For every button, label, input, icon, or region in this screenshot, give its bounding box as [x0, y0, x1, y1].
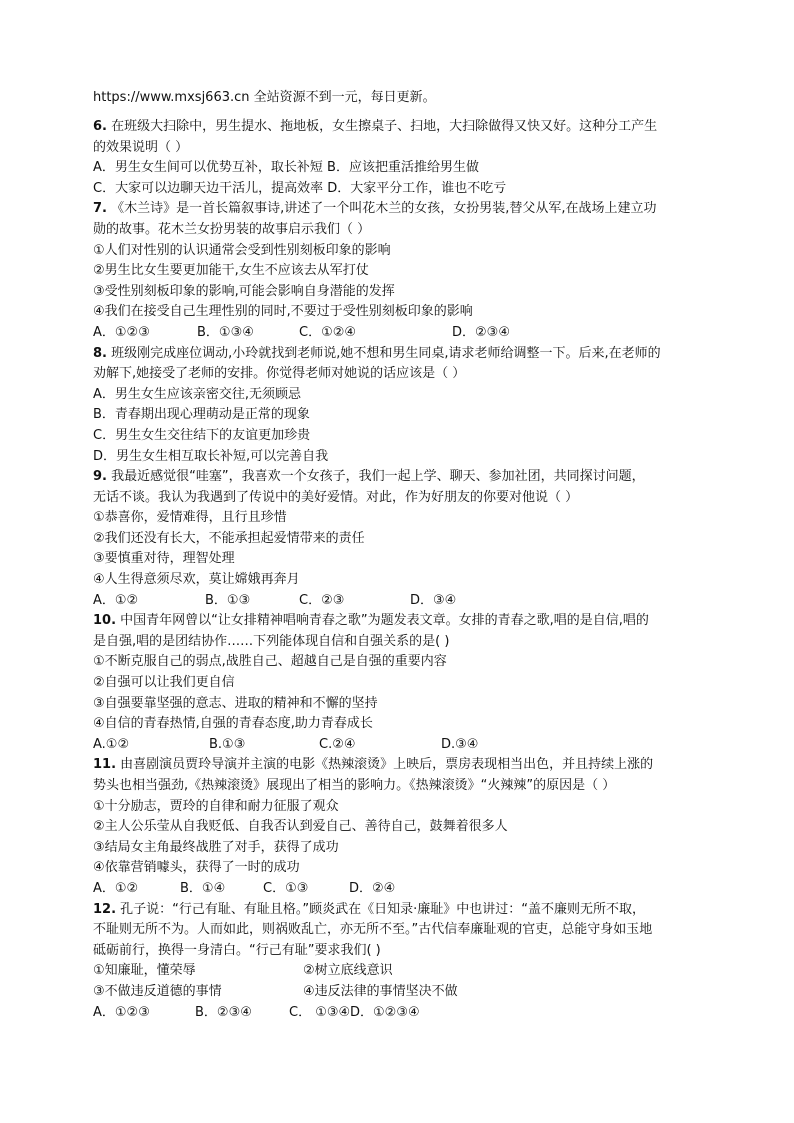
page-header: https://www.mxsj663.cn 全站资源不到一元，每日更新。	[93, 90, 436, 105]
question-stem-text: 势头也相当强劲,《热辣滚烫》展现出了相当的影响力。《热辣滚烫》“火辣辣”的原因是（ ）	[93, 778, 616, 793]
statement: ①知廉耻，懂荣辱	[93, 963, 196, 979]
answer-option: D.③④	[441, 736, 479, 752]
question-item: ②主人公乐莹从自我贬低、自我否认到爱自己、善待自己，鼓舞着很多人	[93, 819, 508, 835]
question-stem-line	[93, 488, 708, 509]
statement-row	[93, 982, 708, 1003]
question-item: ④人生得意须尽欢，莫让嫦娥再奔月	[93, 572, 300, 588]
question-item: D．男生女生相互取长补短,可以完善自我	[93, 448, 329, 464]
question-10	[93, 611, 708, 755]
answer-options	[93, 1003, 708, 1024]
answer-option: B．①③	[205, 592, 251, 608]
question-11	[93, 755, 708, 899]
answer-options	[93, 735, 708, 756]
question-item: ②我们还没有长大，不能承担起爱情带来的责任	[93, 530, 365, 546]
question-number: 10.	[93, 613, 117, 629]
question-item: A．男生女生间可以优势互补，取长补短 B．应该把重活推给男生做	[93, 160, 479, 176]
answer-option: D．③④	[410, 592, 457, 608]
question-stem-text: 《木兰诗》是一首长篇叙事诗,讲述了一个叫花木兰的女孩，女扮男装,替父从军,在战场上建立功	[106, 201, 657, 217]
question-item: ①不断克服自己的弱点,战胜自己、超越自己是自强的重要内容	[93, 654, 447, 670]
question-stem-line	[93, 900, 708, 921]
question-item: ②男生比女生要更加能干,女生不应该去从军打仗	[93, 263, 369, 279]
question-item: ③自强要靠坚强的意志、进取的精神和不懈的坚持	[93, 695, 378, 711]
question-item: ③要慎重对待，理智处理	[93, 551, 235, 567]
statement: ②树立底线意识	[303, 963, 393, 979]
question-stem-line	[93, 117, 708, 138]
answer-option: A．①②③	[93, 324, 150, 340]
question-stem-line	[93, 364, 708, 385]
question-stem-line	[93, 199, 708, 220]
question-stem-text: 砥砺前行，换得一身清白。“行己有耻”要求我们( )	[93, 942, 381, 958]
answer-option: A．①②	[93, 592, 139, 608]
statement-row	[93, 961, 708, 982]
answer-option: D．②④	[349, 880, 396, 896]
question-item: ④自信的青春热情,自强的青春态度,助力青春成长	[93, 716, 373, 732]
question-item: ②自强可以让我们更自信	[93, 675, 235, 691]
question-stem-text: 劝解下,她接受了老师的安排。你觉得老师对她说的话应该是（ ）	[93, 366, 466, 382]
question-item: ④我们在接受自己生理性别的同时,不要过于受性别刻板印象的影响	[93, 304, 473, 320]
answer-option: C.②④	[319, 736, 356, 752]
question-item: B．青春期出现心理萌动是正常的现象	[93, 407, 310, 423]
question-stem-text: 不耻则无所不为。人而如此，则祸败乱亡，亦无所不至。”古代信奉廉耻观的官吏，总能守身如玉地	[93, 922, 653, 938]
question-item: ①人们对性别的认识通常会受到性别刻板印象的影响	[93, 242, 391, 258]
answer-option: C．②③	[299, 592, 345, 608]
answer-option: D．②③④	[452, 324, 510, 340]
question-6	[93, 117, 708, 199]
question-number: 11.	[93, 757, 117, 773]
question-stem-text: 勋的故事。花木兰女扮男装的故事启示我们（ ）	[93, 221, 371, 237]
question-stem-text: 孔子说：“行己有耻、有耻且格。”顾炎武在《日知录·廉耻》中也讲过：“盖不廉则无所不取，	[116, 901, 646, 917]
question-stem-line	[93, 920, 708, 941]
answer-option: A.①②	[93, 736, 130, 752]
question-stem-text: 在班级大扫除中，男生提水、拖地板，女生擦桌子、扫地，大扫除做得又快又好。这种分工产生	[106, 119, 658, 134]
answer-option: C．①②④	[299, 324, 357, 340]
answer-option: B.①③	[209, 736, 246, 752]
question-item: A．男生女生应该亲密交往,无须顾忌	[93, 386, 302, 402]
question-stem-text: 是自强,唱的是团结协作……下列能体现自信和自强关系的是( )	[93, 633, 450, 649]
question-9	[93, 467, 708, 611]
answer-option: A．①②③	[93, 1004, 150, 1020]
question-item: ①恭喜你，爱情难得，且行且珍惜	[93, 510, 287, 526]
statement: ③不做违反道德的事情	[93, 983, 222, 999]
question-item: ③结局女主角最终战胜了对手，获得了成功	[93, 839, 339, 855]
question-number: 9.	[93, 469, 107, 485]
answer-option: C．①③	[263, 880, 309, 896]
question-number: 6.	[93, 119, 107, 134]
question-stem-line	[93, 941, 708, 962]
question-12	[93, 900, 708, 1024]
question-number: 12.	[93, 901, 117, 917]
question-item: C．男生女生交往结下的友谊更加珍贵	[93, 427, 311, 443]
question-stem-line	[93, 467, 708, 488]
question-8	[93, 344, 708, 468]
question-list	[93, 117, 708, 1023]
question-stem-text: 由喜剧演员贾玲导演并主演的电影《热辣滚烫》上映后，票房表现相当出色，并且持续上涨的	[116, 757, 654, 773]
answer-option: D．①②③④	[350, 1004, 420, 1020]
question-stem-text: 我最近感觉很“哇塞”，我喜欢一个女孩子，我们一起上学、聊天、参加社团，共同探讨问题，	[106, 469, 645, 485]
statement: ④违反法律的事情坚决不做	[303, 983, 458, 999]
question-number: 8.	[93, 345, 107, 361]
answer-option: B．①③④	[197, 324, 254, 340]
answer-option: B．①④	[180, 880, 226, 896]
answer-options	[93, 879, 708, 900]
answer-option: A．①②	[93, 880, 139, 896]
question-stem-text: 的效果说明（ ）	[93, 139, 189, 155]
question-stem-line	[93, 611, 708, 632]
answer-option: B．②③④	[195, 1004, 252, 1020]
question-stem-text: 无话不谈。我认为我遇到了传说中的美好爱情。对此，作为好朋友的你要对他说（ ）	[93, 489, 579, 505]
question-item: ④依靠营销噱头，获得了一时的成功	[93, 860, 300, 876]
question-stem-line	[93, 755, 708, 776]
question-stem-text: 班级刚完成座位调动,小玲就找到老师说,她不想和男生同桌,请求老师给调整一下。后来,在老师的	[106, 345, 661, 361]
question-stem-text: 中国青年网曾以“让女排精神唱响青春之歌”为题发表文章。女排的青春之歌,唱的是自信,唱的	[116, 613, 649, 629]
question-stem-line	[93, 776, 708, 797]
question-number: 7.	[93, 201, 107, 217]
question-item: ③受性别刻板印象的影响,可能会影响自身潜能的发挥	[93, 283, 395, 299]
question-item: C．大家可以边聊天边干活儿，提高效率 D．大家平分工作，谁也不吃亏	[93, 180, 507, 196]
question-stem-line	[93, 344, 708, 365]
question-item: ①十分励志，贾玲的自律和耐力征服了观众	[93, 798, 339, 814]
answer-options	[93, 591, 708, 612]
question-stem-line	[93, 220, 708, 241]
question-stem-line	[93, 632, 708, 653]
question-7	[93, 199, 708, 343]
answer-options	[93, 323, 708, 344]
question-stem-line	[93, 138, 708, 159]
answer-option: C． ①③④	[289, 1004, 351, 1020]
